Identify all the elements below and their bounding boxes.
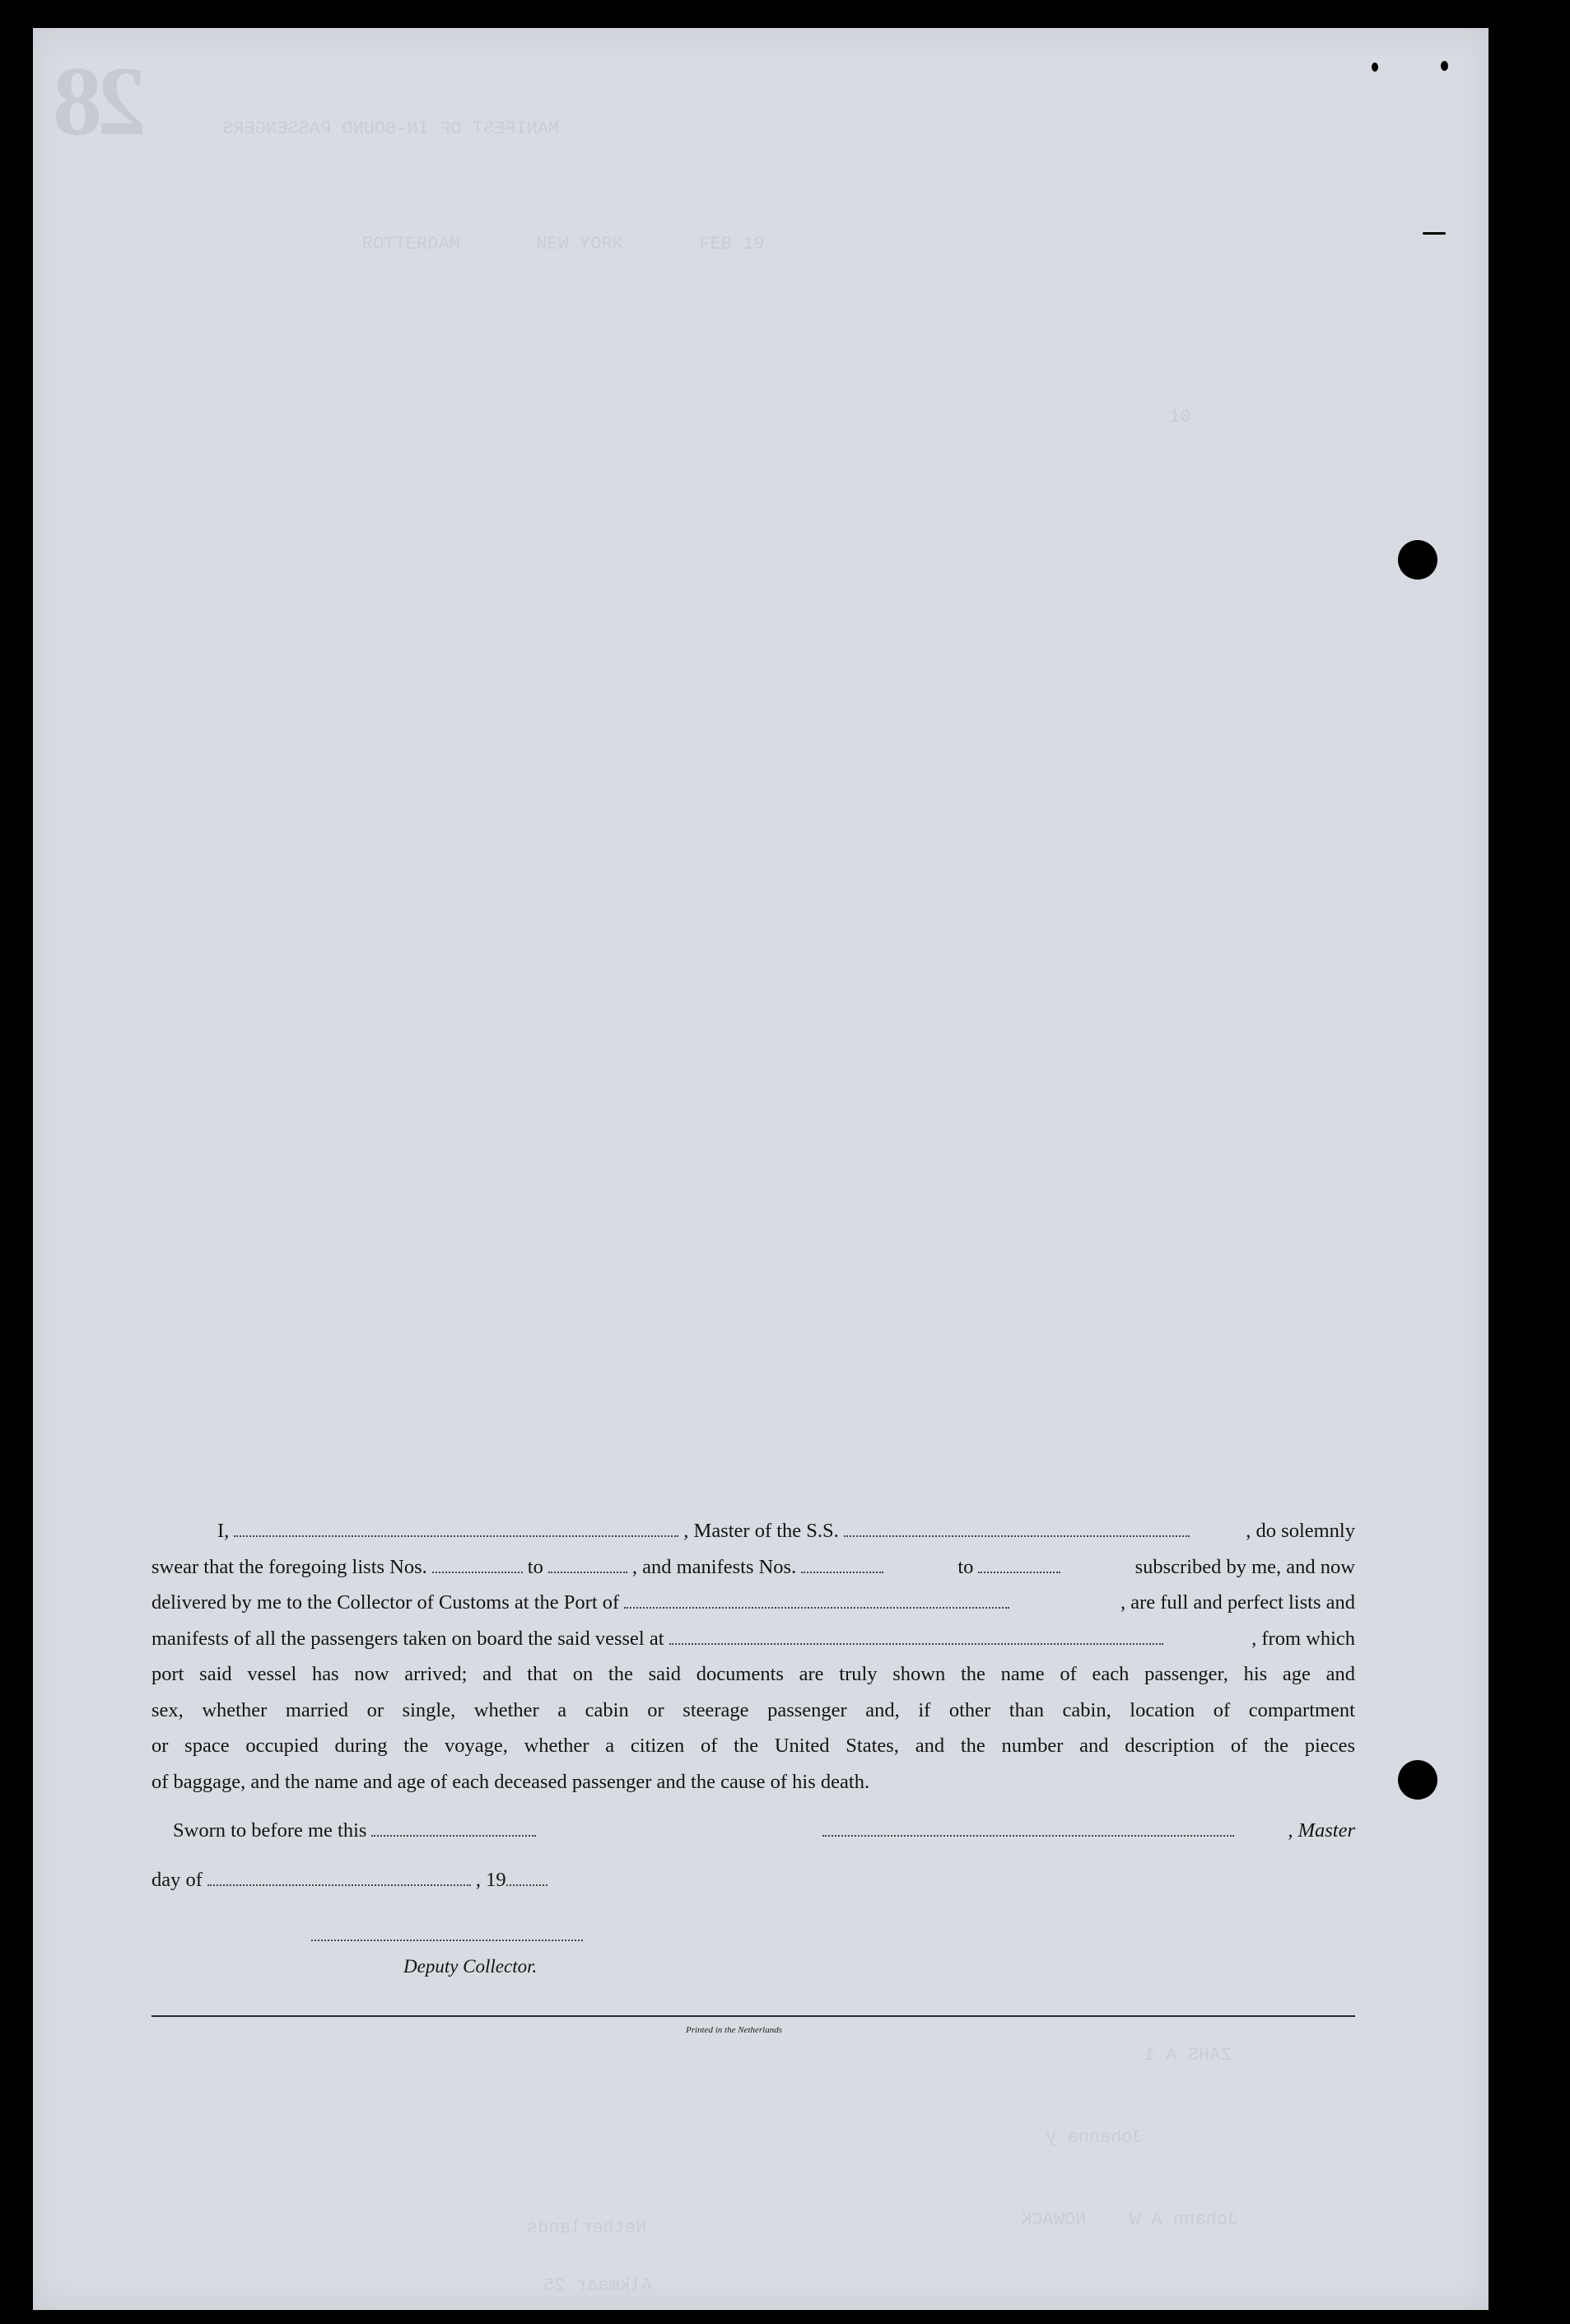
subscribed-label: subscribed by me, and now — [1134, 1555, 1356, 1578]
year-field[interactable] — [506, 1868, 547, 1886]
master-signature-field[interactable] — [822, 1819, 1234, 1837]
lists-from-field[interactable] — [432, 1555, 523, 1573]
bleed-through-text: Alkmaar 25 — [543, 2275, 653, 2296]
bleed-through-text: ROTTERDAM NEW YORK FEB 19 — [362, 234, 765, 254]
master-label: , Master — [1288, 1819, 1355, 1842]
oath-line-7: or space occupied during the voyage, whether a citizen of the United States, and the number and description of the pieces — [151, 1735, 1355, 1757]
bleed-through-text: 10 — [1169, 407, 1191, 427]
oath-lead: I, — [217, 1520, 230, 1542]
master-name-field[interactable] — [234, 1519, 678, 1537]
bleed-through-text: MANIFEST OF IN-BOUND PASSENGERS — [222, 119, 560, 139]
bleed-through-text: ZAHS A 1 — [1144, 2045, 1232, 2066]
punch-hole-top — [1398, 540, 1437, 580]
lists-to-field[interactable] — [548, 1555, 627, 1573]
sworn-label: Sworn to before me this — [173, 1819, 367, 1842]
manifests-label: , and manifests Nos. — [631, 1555, 797, 1578]
master-of-label: , Master of the S.S. — [683, 1520, 839, 1542]
month-field[interactable] — [207, 1868, 471, 1886]
from-which-label: , from which — [1251, 1627, 1355, 1650]
deputy-signature-field[interactable] — [311, 1940, 583, 1941]
port-field[interactable] — [624, 1590, 1009, 1609]
ink-speck — [1423, 232, 1446, 235]
bleed-through-text: Netherlands — [527, 2218, 647, 2238]
ink-speck — [1441, 61, 1448, 71]
departure-port-field[interactable] — [669, 1627, 1163, 1645]
deputy-collector-label: Deputy Collector. — [403, 1956, 538, 1977]
to-label: to — [527, 1555, 543, 1578]
day-of-line — [151, 1862, 1355, 1898]
to-label: to — [957, 1555, 974, 1578]
bleed-through-text: Johanna y — [1046, 2127, 1144, 2148]
oath-line-4 — [151, 1621, 1355, 1657]
sworn-date-field[interactable] — [371, 1819, 536, 1837]
manifests-to-field[interactable] — [978, 1555, 1060, 1573]
bleed-through-page-number: 28 — [58, 46, 147, 156]
oath-line-8: of baggage, and the name and age of each deceased passenger and the cause of his death. — [151, 1770, 870, 1793]
footer-rule — [151, 2015, 1355, 2017]
document-page — [33, 28, 1488, 2310]
year-prefix-label: , 19 — [475, 1868, 506, 1891]
do-solemnly-label: , do solemnly — [1246, 1520, 1355, 1542]
oath-line-2 — [151, 1549, 1355, 1586]
taken-on-board-label: manifests of all the passengers taken on board the said vessel at — [151, 1627, 664, 1650]
ink-speck — [1372, 63, 1378, 72]
manifests-from-field[interactable] — [801, 1555, 883, 1573]
oath-line-1 — [151, 1513, 1355, 1549]
punch-hole-bottom — [1398, 1760, 1437, 1800]
port-label: delivered by me to the Collector of Customs at the Port of — [151, 1591, 620, 1614]
oath-line-6: sex, whether married or single, whether a cabin or steerage passenger and, if other than cabin, location of compartment — [151, 1698, 1355, 1721]
printer-imprint: Printed in the Netherlands — [686, 2025, 783, 2035]
oath-line-3 — [151, 1585, 1355, 1621]
sworn-line — [151, 1813, 1355, 1849]
oath-line-5: port said vessel has now arrived; and that on the said documents are truly shown the name of each passenger, his age and — [151, 1663, 1355, 1685]
vessel-name-field[interactable] — [844, 1519, 1190, 1537]
full-lists-label: , are full and perfect lists and — [1120, 1591, 1355, 1614]
day-of-label: day of — [151, 1868, 203, 1891]
lists-label: swear that the foregoing lists Nos. — [151, 1555, 427, 1578]
oath-form — [151, 1513, 1355, 1898]
bleed-through-text: Johann A W NOWACK — [1021, 2210, 1239, 2230]
